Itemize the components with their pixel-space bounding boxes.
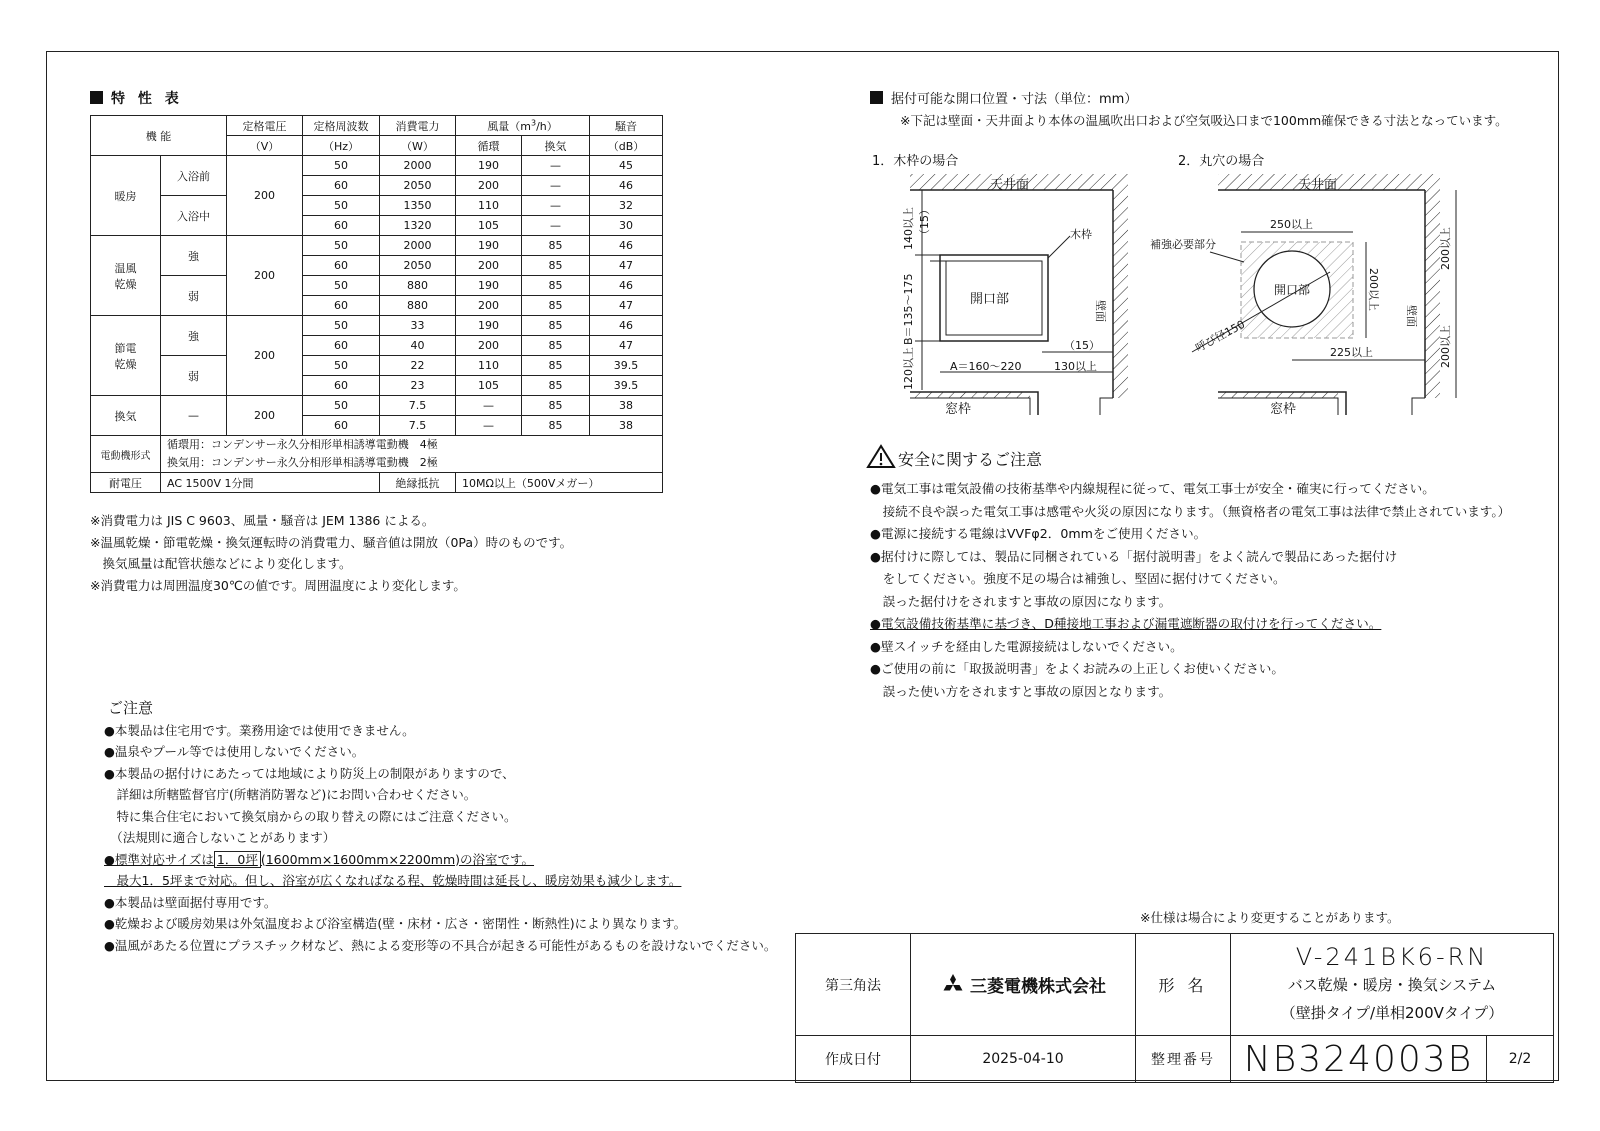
- spec-mode-label: 強: [161, 316, 227, 356]
- spec-circ: 190: [456, 316, 522, 336]
- safety-line: 誤った使い方をされますと事故の原因となります。: [870, 683, 1172, 699]
- dim-225: 225以上: [1330, 346, 1373, 359]
- chui-line: ●温風があたる位置にプラスチック材など、熱による変形等の不具合が起きる可能性があるものを設けないでください。: [104, 937, 777, 953]
- spec-circ: 190: [456, 236, 522, 256]
- spec-voltage: 200: [227, 156, 303, 236]
- model-label: 形 名: [1136, 934, 1231, 1036]
- spec-vent: 85: [522, 236, 590, 256]
- chui-line: （法規則に適合しないことがあります）: [104, 830, 336, 845]
- spec-freq: 60: [303, 256, 380, 276]
- spec-freq: 60: [303, 216, 380, 236]
- chui-line: ●本製品は住宅用です。業務用途では使用できません。: [104, 722, 415, 738]
- spec-circ: —: [456, 416, 522, 436]
- ceiling-label: 天井面: [990, 178, 1030, 193]
- product-name: バス乾燥・暖房・換気システム: [1287, 975, 1497, 994]
- chui-title: ご注意: [108, 699, 154, 717]
- spec-power: 1350: [380, 196, 456, 216]
- dim-200c: 200以上: [1439, 325, 1452, 368]
- header-func: 機 能: [91, 116, 227, 156]
- spec-vent: 85: [522, 336, 590, 356]
- spec-circ: 200: [456, 256, 522, 276]
- spec-note: ※消費電力は JIS C 9603、風量・騒音は JEM 1386 による。: [90, 513, 435, 528]
- spec-power: 7.5: [380, 396, 456, 416]
- dim-15a: （15）: [918, 204, 931, 240]
- dim-120: 120以上: [902, 347, 915, 390]
- spec-mode-label: —: [161, 396, 227, 436]
- spec-mode-label: 入浴中: [161, 196, 227, 236]
- spec-group-name: 暖房: [91, 156, 161, 236]
- spec-note: ※消費電力は周囲温度30℃の値です。周囲温度により変化します。: [90, 577, 466, 593]
- spec-circ: 190: [456, 156, 522, 176]
- spec-noise: 38: [590, 416, 663, 436]
- date-value: 2025-04-10: [911, 1036, 1136, 1083]
- spec-circ: 200: [456, 176, 522, 196]
- spec-noise: 47: [590, 336, 663, 356]
- safety-title: 安全に関するご注意: [898, 450, 1043, 469]
- safety-line: ●電源に接続する電線はVVFφ2．0mmをご使用ください。: [870, 526, 1207, 541]
- spec-vent: 85: [522, 276, 590, 296]
- spec-voltage: 200: [227, 316, 303, 396]
- spec-freq: 50: [303, 396, 380, 416]
- wall-hatch: [1113, 174, 1128, 398]
- spec-freq: 60: [303, 176, 380, 196]
- spec-group-name: 温風 乾燥: [91, 236, 161, 316]
- spec-power: 2000: [380, 156, 456, 176]
- diagram-round-hole: [1150, 174, 1456, 417]
- spec-vent: —: [522, 196, 590, 216]
- wall-label: 壁面: [1405, 305, 1418, 327]
- case1-title: 1．木枠の場合: [872, 154, 959, 169]
- mitsubishi-logo-icon: [940, 974, 966, 996]
- header-airflow: 風量$(m^3/h)$: [456, 116, 590, 136]
- wall-label: 壁面: [1094, 300, 1107, 322]
- spec-power: 2000: [380, 236, 456, 256]
- chui-std-size: ●標準対応サイズは 1．0坪 (1600mm×1600mm×2200mm)の浴室です。: [104, 851, 535, 867]
- spec-power: 23: [380, 376, 456, 396]
- spec-power: 1320: [380, 216, 456, 236]
- spec-noise: 47: [590, 256, 663, 276]
- spec-noise: 45: [590, 156, 663, 176]
- spec-noise: 46: [590, 316, 663, 336]
- diagram-wood-frame: [901, 174, 1128, 417]
- safety-line: 誤った据付けをされますと事故の原因になります。: [870, 593, 1172, 609]
- insulation-value: 10MΩ以上（500Vメガー）: [456, 473, 663, 493]
- spec-change-note: ※仕様は場合により変更することがあります。: [1140, 910, 1400, 925]
- safety-section: [870, 478, 1510, 703]
- header-noise-unit: （dB）: [590, 136, 663, 156]
- spec-mode-label: 弱: [161, 276, 227, 316]
- safety-line: ●壁スイッチを経由した電源接続はしないでください。: [870, 638, 1183, 654]
- spec-power: 880: [380, 276, 456, 296]
- spec-vent: —: [522, 156, 590, 176]
- spec-noise: 32: [590, 196, 663, 216]
- model-cell: [1231, 934, 1554, 1036]
- header-voltage: 定格電圧: [227, 116, 303, 136]
- spec-circ: 105: [456, 376, 522, 396]
- spec-vent: 85: [522, 356, 590, 376]
- spec-power: 2050: [380, 256, 456, 276]
- withstand-value: AC 1500V 1分間: [161, 473, 380, 493]
- dim-200a: 200以上: [1367, 268, 1380, 311]
- spec-title: 特 性 表: [90, 88, 183, 108]
- insulation-label: 絶縁抵抗: [380, 473, 456, 493]
- warning-icon: [868, 446, 894, 467]
- motor-types: 循環用：コンデンサー永久分相形単相誘導電動機 4極 換気用：コンデンサー永久分相形単相誘導電動機 2極: [161, 436, 663, 473]
- doc-no-value: NB324003B: [1231, 1036, 1487, 1083]
- spec-noise: 30: [590, 216, 663, 236]
- spec-vent: 85: [522, 316, 590, 336]
- motor-label: 電動機形式: [91, 436, 161, 473]
- spec-mode-label: 強: [161, 236, 227, 276]
- chui-line: ●本製品は壁面据付専用です。: [104, 894, 277, 910]
- spec-note: ※温風乾燥・節電乾燥・換気運転時の消費電力、騒音値は開放（0Pa）時のものです。: [90, 534, 573, 550]
- safety-line: をしてください。強度不足の場合は補強し、堅固に据付けてください。: [870, 571, 1286, 586]
- chui-line: 特に集合住宅において換気扇からの取り替えの際にはご注意ください。: [104, 808, 517, 824]
- frame-label: 木枠: [1070, 228, 1092, 241]
- title-block: [795, 933, 1554, 1083]
- spec-freq: 50: [303, 236, 380, 256]
- spec-power: 33: [380, 316, 456, 336]
- spec-freq: 50: [303, 156, 380, 176]
- header-noise: 騒音: [590, 116, 663, 136]
- spec-mode-label: 入浴前: [161, 156, 227, 196]
- spec-noise: 39.5: [590, 356, 663, 376]
- header-freq-unit: （Hz）: [303, 136, 380, 156]
- dim-130: 130以上: [1054, 360, 1097, 373]
- header-voltage-unit: （V）: [227, 136, 303, 156]
- chui-line: ●温泉やプール等では使用しないでください。: [104, 744, 365, 759]
- ceiling-label: 天井面: [1298, 178, 1338, 193]
- opening-label: 開口部: [1274, 283, 1311, 297]
- spec-noise: 46: [590, 236, 663, 256]
- spec-vent: 85: [522, 416, 590, 436]
- dim-200b: 200以上: [1439, 227, 1452, 270]
- dim-b: B＝135～175: [902, 273, 915, 345]
- spec-circ: 200: [456, 296, 522, 316]
- install-note: ※下記は壁面・天井面より本体の温風吹出口および空気吸込口まで100mm確保できる寸法となっています。: [900, 113, 1508, 128]
- spec-freq: 50: [303, 316, 380, 336]
- spec-power: 22: [380, 356, 456, 376]
- spec-power: 880: [380, 296, 456, 316]
- window-label: 窓枠: [1270, 402, 1297, 417]
- withstand-label: 耐電圧: [91, 473, 161, 493]
- safety-line: ●据付けに際しては、製品に同梱されている「据付説明書」をよく読んで製品にあった据付け: [870, 548, 1398, 564]
- safety-line: 接続不良や誤った電気工事は感電や火災の原因になります。（無資格者の電気工事は法律で禁止されています。）: [870, 503, 1511, 519]
- company: 三菱電機株式会社: [911, 934, 1136, 1036]
- spec-circ: 105: [456, 216, 522, 236]
- spec-circ: 190: [456, 276, 522, 296]
- spec-noise: 38: [590, 396, 663, 416]
- spec-vent: 85: [522, 256, 590, 276]
- spec-voltage: 200: [227, 236, 303, 316]
- spec-circ: 110: [456, 196, 522, 216]
- spec-noise: 46: [590, 276, 663, 296]
- spec-freq: 50: [303, 356, 380, 376]
- window-label: 窓枠: [945, 402, 972, 417]
- date-label: 作成日付: [796, 1036, 911, 1083]
- page-number: 2/2: [1487, 1036, 1554, 1083]
- header-power: 消費電力: [380, 116, 456, 136]
- spec-vent: —: [522, 176, 590, 196]
- safety-line: ●電気工事は電気設備の技術基準や内線規程に従って、電気工事士が安全・確実に行ってください。: [870, 481, 1435, 496]
- dim-diameter: 呼び径150: [1193, 317, 1248, 355]
- doc-no-label: 整理番号: [1136, 1036, 1231, 1083]
- header-power-unit: （W）: [380, 136, 456, 156]
- projection-method: 第三角法: [796, 934, 911, 1036]
- dim-250: 250以上: [1270, 218, 1313, 231]
- safety-line: ●ご使用の前に「取扱説明書」をよくお読みの上正しくお使いください。: [870, 661, 1284, 676]
- chui-line: ●乾燥および暖房効果は外気温度および浴室構造(壁・床材・広さ・密閉性・断熱性)により異なります。: [104, 916, 687, 931]
- model-number: V-241BK6-RN: [1295, 942, 1489, 971]
- spec-vent: 85: [522, 396, 590, 416]
- reinforce-label: 補強必要部分: [1150, 238, 1216, 251]
- spec-power: 7.5: [380, 416, 456, 436]
- spec-power: 40: [380, 336, 456, 356]
- spec-noise: 46: [590, 176, 663, 196]
- spec-note: 換気風量は配管状態などにより変化します。: [90, 556, 352, 571]
- dim-a: A＝160～220: [950, 360, 1022, 373]
- header-circ: 循環: [456, 136, 522, 156]
- header-vent: 換気: [522, 136, 590, 156]
- spec-freq: 60: [303, 376, 380, 396]
- spec-freq: 60: [303, 296, 380, 316]
- spec-freq: 50: [303, 276, 380, 296]
- spec-freq: 50: [303, 196, 380, 216]
- spec-vent: 85: [522, 296, 590, 316]
- chui-line: 詳細は所轄監督官庁(所轄消防署など)にお問い合わせください。: [104, 787, 477, 802]
- install-title: 据付可能な開口位置・寸法（単位：mm）: [870, 88, 1137, 107]
- spec-freq: 60: [303, 416, 380, 436]
- spec-mode-label: 弱: [161, 356, 227, 396]
- spec-vent: —: [522, 216, 590, 236]
- chui-line: ●本製品の据付けにあたっては地域により防災上の制限がありますので、: [104, 765, 515, 781]
- spec-group-name: 換気: [91, 396, 161, 436]
- spec-noise: 47: [590, 296, 663, 316]
- spec-circ: —: [456, 396, 522, 416]
- chui-line: 最大1．5坪まで対応。但し、浴室が広くなればなる程、乾燥時間は延長し、暖房効果も減少します。: [104, 873, 682, 888]
- dim-15b: （15）: [1064, 339, 1100, 352]
- spec-noise: 39.5: [590, 376, 663, 396]
- spec-voltage: 200: [227, 396, 303, 436]
- spec-vent: 85: [522, 376, 590, 396]
- safety-line: ●電気設備技術基準に基づき、D種接地工事および漏電遮断器の取付けを行ってください。: [870, 616, 1382, 631]
- spec-freq: 60: [303, 336, 380, 356]
- dim-140: 140以上: [902, 207, 915, 250]
- spec-circ: 110: [456, 356, 522, 376]
- product-type: （壁掛タイプ/単相200Vタイプ）: [1280, 1003, 1504, 1022]
- opening-label: 開口部: [970, 292, 1010, 307]
- spec-circ: 200: [456, 336, 522, 356]
- header-freq: 定格周波数: [303, 116, 380, 136]
- spec-power: 2050: [380, 176, 456, 196]
- case2-title: 2．丸穴の場合: [1178, 154, 1265, 169]
- spec-group-name: 節電 乾燥: [91, 316, 161, 396]
